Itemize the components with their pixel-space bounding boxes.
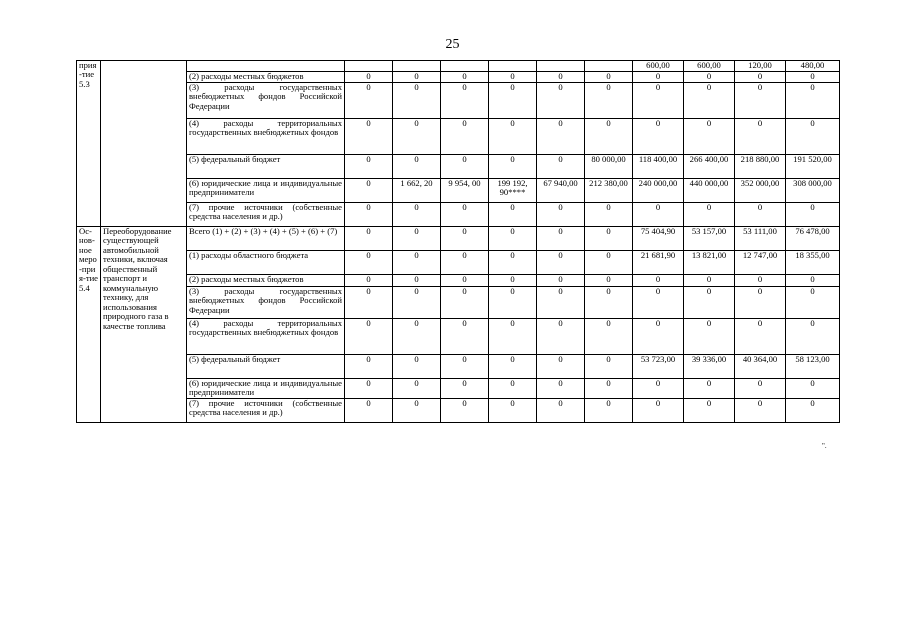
value-cell: 0 — [735, 119, 786, 155]
value-cell: 0 — [735, 72, 786, 83]
value-cell: 1 662, 20 — [393, 179, 441, 203]
table-row — [77, 83, 840, 119]
value-cell: 0 — [489, 287, 537, 319]
value-cell: 53 111,00 — [735, 227, 786, 251]
value-cell: 0 — [441, 155, 489, 179]
value-cell: 0 — [633, 203, 684, 227]
footnote-mark: ". — [822, 442, 827, 450]
value-cell: 76 478,00 — [786, 227, 840, 251]
value-cell: 0 — [393, 379, 441, 399]
value-cell: 0 — [585, 72, 633, 83]
value-cell: 0 — [684, 379, 735, 399]
value-cell: 0 — [345, 72, 393, 83]
value-cell: 0 — [393, 155, 441, 179]
value-cell: 0 — [735, 398, 786, 422]
value-cell: 0 — [345, 398, 393, 422]
value-cell: 0 — [684, 203, 735, 227]
table-row — [77, 275, 840, 287]
value-cell: 0 — [489, 251, 537, 275]
value-cell: 0 — [441, 119, 489, 155]
budget-table — [76, 60, 840, 423]
value-cell: 212 380,00 — [585, 179, 633, 203]
value-cell: 0 — [585, 355, 633, 379]
value-cell: 0 — [684, 72, 735, 83]
value-cell: 0 — [633, 119, 684, 155]
funding-source — [187, 61, 345, 72]
value-cell: 0 — [441, 72, 489, 83]
value-cell: 0 — [684, 119, 735, 155]
value-cell: 0 — [537, 251, 585, 275]
value-cell: 0 — [393, 275, 441, 287]
value-cell: 0 — [393, 72, 441, 83]
value-cell: 0 — [537, 275, 585, 287]
value-cell: 0 — [393, 203, 441, 227]
value-cell: 0 — [345, 155, 393, 179]
funding-source: (1) расходы областного бюджета — [187, 251, 345, 275]
activity-label: прия-тие 5.3 — [77, 61, 101, 227]
value-cell: 0 — [441, 319, 489, 355]
value-cell: 0 — [345, 275, 393, 287]
funding-source: Всего (1) + (2) + (3) + (4) + (5) + (6) + (7) — [187, 227, 345, 251]
funding-source: (7) прочие источники (собственные средства населения и др.) — [187, 398, 345, 422]
value-cell: 9 954, 00 — [441, 179, 489, 203]
funding-source: (4) расходы территориальных государственных внебюджетных фондов — [187, 119, 345, 155]
value-cell: 308 000,00 — [786, 179, 840, 203]
value-cell: 0 — [786, 398, 840, 422]
value-cell: 440 000,00 — [684, 179, 735, 203]
value-cell: 0 — [345, 119, 393, 155]
value-cell: 0 — [441, 251, 489, 275]
value-cell: 0 — [489, 227, 537, 251]
value-cell: 0 — [633, 319, 684, 355]
value-cell: 40 364,00 — [735, 355, 786, 379]
value-cell: 0 — [786, 119, 840, 155]
value-cell: 118 400,00 — [633, 155, 684, 179]
value-cell: 0 — [345, 287, 393, 319]
value-cell: 218 880,00 — [735, 155, 786, 179]
value-cell: 0 — [345, 251, 393, 275]
value-cell: 0 — [345, 179, 393, 203]
activity-description: Переоборудование существующей автомобильной техники, включая общественный транспорт и коммунальную технику, для использования природного газа в качестве топлива — [101, 227, 187, 423]
value-cell: 0 — [537, 72, 585, 83]
value-cell: 18 355,00 — [786, 251, 840, 275]
value-cell: 0 — [786, 83, 840, 119]
value-cell: 0 — [633, 83, 684, 119]
value-cell: 600,00 — [684, 61, 735, 72]
value-cell: 0 — [345, 379, 393, 399]
value-cell: 0 — [684, 319, 735, 355]
value-cell: 0 — [489, 203, 537, 227]
value-cell: 0 — [489, 155, 537, 179]
value-cell: 0 — [345, 227, 393, 251]
value-cell: 0 — [537, 155, 585, 179]
value-cell: 0 — [441, 355, 489, 379]
value-cell: 0 — [585, 398, 633, 422]
value-cell: 0 — [489, 319, 537, 355]
value-cell: 0 — [489, 275, 537, 287]
table-row — [77, 119, 840, 155]
value-cell: 266 400,00 — [684, 155, 735, 179]
value-cell — [345, 61, 393, 72]
table-row — [77, 179, 840, 203]
value-cell: 0 — [537, 119, 585, 155]
funding-source: (2) расходы местных бюджетов — [187, 72, 345, 83]
value-cell: 0 — [537, 355, 585, 379]
value-cell: 0 — [735, 287, 786, 319]
value-cell: 0 — [786, 72, 840, 83]
activity-label: Ос-нов-ное меро-прия-тие 5.4 — [77, 227, 101, 423]
value-cell: 0 — [684, 275, 735, 287]
value-cell: 0 — [393, 119, 441, 155]
value-cell: 0 — [786, 379, 840, 399]
value-cell: 0 — [393, 287, 441, 319]
table-row — [77, 227, 840, 251]
value-cell: 0 — [393, 355, 441, 379]
value-cell: 352 000,00 — [735, 179, 786, 203]
value-cell: 0 — [537, 287, 585, 319]
value-cell: 480,00 — [786, 61, 840, 72]
activity-description — [101, 61, 187, 227]
value-cell: 0 — [633, 287, 684, 319]
value-cell: 12 747,00 — [735, 251, 786, 275]
value-cell: 0 — [489, 119, 537, 155]
funding-source: (7) прочие источники (собственные средства населения и др.) — [187, 203, 345, 227]
value-cell: 0 — [585, 251, 633, 275]
value-cell — [489, 61, 537, 72]
value-cell: 0 — [489, 83, 537, 119]
value-cell: 0 — [393, 83, 441, 119]
value-cell: 0 — [585, 319, 633, 355]
value-cell: 0 — [441, 287, 489, 319]
value-cell: 0 — [735, 379, 786, 399]
value-cell: 0 — [585, 379, 633, 399]
value-cell — [537, 61, 585, 72]
funding-source: (3) расходы государственных внебюджетных фондов Российской Федерации — [187, 287, 345, 319]
value-cell: 0 — [735, 203, 786, 227]
table-row — [77, 203, 840, 227]
value-cell — [441, 61, 489, 72]
funding-source: (4) расходы территориальных государственных внебюджетных фондов — [187, 319, 345, 355]
value-cell: 0 — [537, 203, 585, 227]
value-cell: 0 — [489, 72, 537, 83]
budget-table-body — [77, 61, 840, 423]
value-cell: 58 123,00 — [786, 355, 840, 379]
funding-source: (6) юридические лица и индивидуальные предприниматели — [187, 379, 345, 399]
value-cell: 0 — [393, 227, 441, 251]
value-cell: 80 000,00 — [585, 155, 633, 179]
funding-source: (5) федеральный бюджет — [187, 355, 345, 379]
value-cell: 0 — [441, 379, 489, 399]
value-cell: 191 520,00 — [786, 155, 840, 179]
table-row — [77, 251, 840, 275]
table-row — [77, 379, 840, 399]
value-cell: 0 — [345, 203, 393, 227]
value-cell — [393, 61, 441, 72]
value-cell: 0 — [633, 72, 684, 83]
value-cell: 0 — [786, 203, 840, 227]
value-cell: 0 — [684, 83, 735, 119]
table-row — [77, 319, 840, 355]
value-cell: 240 000,00 — [633, 179, 684, 203]
value-cell: 0 — [537, 83, 585, 119]
value-cell: 0 — [735, 319, 786, 355]
value-cell: 0 — [345, 319, 393, 355]
value-cell: 0 — [684, 287, 735, 319]
table-row — [77, 72, 840, 83]
funding-source: (3) расходы государственных внебюджетных фондов Российской Федерации — [187, 83, 345, 119]
value-cell: 120,00 — [735, 61, 786, 72]
value-cell: 0 — [786, 287, 840, 319]
table-row — [77, 398, 840, 422]
value-cell: 0 — [684, 398, 735, 422]
value-cell: 53 157,00 — [684, 227, 735, 251]
value-cell: 0 — [441, 275, 489, 287]
value-cell: 0 — [441, 83, 489, 119]
value-cell: 199 192, 90**** — [489, 179, 537, 203]
value-cell: 600,00 — [633, 61, 684, 72]
value-cell: 0 — [441, 227, 489, 251]
value-cell: 0 — [786, 319, 840, 355]
value-cell: 0 — [393, 398, 441, 422]
value-cell: 0 — [537, 379, 585, 399]
value-cell: 13 821,00 — [684, 251, 735, 275]
value-cell: 0 — [585, 287, 633, 319]
funding-source: (5) федеральный бюджет — [187, 155, 345, 179]
value-cell: 0 — [345, 355, 393, 379]
value-cell: 0 — [735, 275, 786, 287]
value-cell: 0 — [537, 398, 585, 422]
value-cell: 75 404,90 — [633, 227, 684, 251]
value-cell: 0 — [441, 398, 489, 422]
table-row — [77, 155, 840, 179]
value-cell: 0 — [735, 83, 786, 119]
value-cell: 21 681,90 — [633, 251, 684, 275]
value-cell: 39 336,00 — [684, 355, 735, 379]
value-cell: 0 — [585, 227, 633, 251]
funding-source: (2) расходы местных бюджетов — [187, 275, 345, 287]
value-cell: 0 — [345, 83, 393, 119]
funding-source: (6) юридические лица и индивидуальные предприниматели — [187, 179, 345, 203]
value-cell: 0 — [786, 275, 840, 287]
value-cell: 0 — [585, 83, 633, 119]
value-cell: 0 — [633, 379, 684, 399]
value-cell: 0 — [489, 379, 537, 399]
value-cell: 0 — [393, 251, 441, 275]
value-cell: 0 — [585, 119, 633, 155]
value-cell: 0 — [537, 227, 585, 251]
value-cell — [585, 61, 633, 72]
page-number: 25 — [445, 37, 460, 52]
value-cell: 0 — [633, 398, 684, 422]
value-cell: 0 — [393, 319, 441, 355]
table-row — [77, 287, 840, 319]
value-cell: 0 — [489, 355, 537, 379]
value-cell: 0 — [585, 275, 633, 287]
value-cell: 0 — [537, 319, 585, 355]
value-cell: 67 940,00 — [537, 179, 585, 203]
value-cell: 0 — [441, 203, 489, 227]
value-cell: 0 — [585, 203, 633, 227]
table-row — [77, 61, 840, 72]
table-row — [77, 355, 840, 379]
value-cell: 53 723,00 — [633, 355, 684, 379]
value-cell: 0 — [633, 275, 684, 287]
value-cell: 0 — [489, 398, 537, 422]
